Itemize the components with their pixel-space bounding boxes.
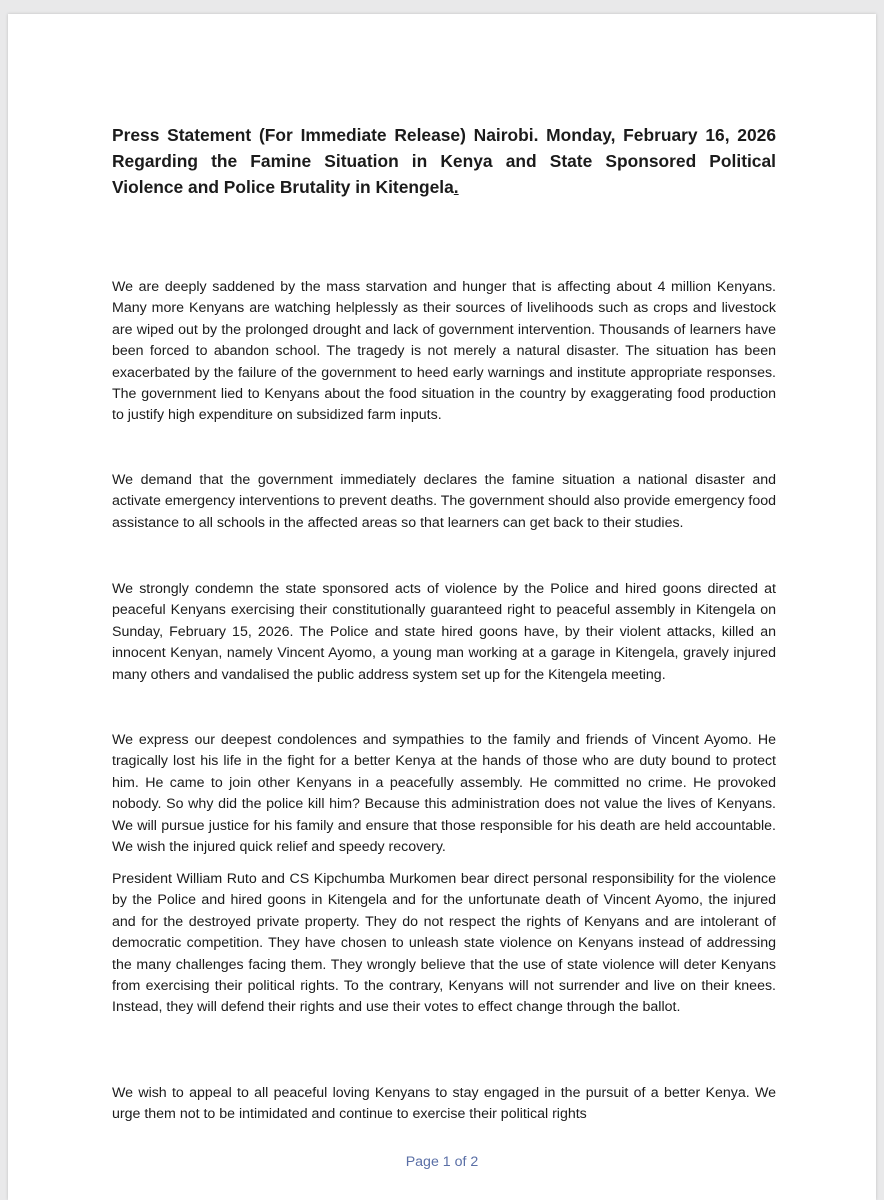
title-line-1: Press Statement (For Immediate Release) Nairobi. Monday, February 16, 2026 [112, 125, 776, 145]
page-indicator: Page 1 of 2 [405, 1154, 479, 1170]
paragraph-responsibility: President William Ruto and CS Kipchumba Murkomen bear direct personal responsibility for the violence by the Police and hired goons in Kitengela and for the unfortunate death of Vincent Ayomo, the injured and for the destroyed private property. They do not respect the rights of Kenyans and are intolerant of democratic competition. They have chosen to unleash state violence on Kenyans instead of addressing the many challenges facing them. They wrongly believe that the use of state violence will deter Kenyans from exercising their political rights. To the contrary, Kenyans will not surrender and live on their knees. Instead, they will defend their rights and use their votes to effect change through the ballot. [112, 871, 776, 1016]
press-statement-title [112, 122, 776, 200]
paragraph-condemn-violence: We strongly condemn the state sponsored acts of violence by the Police and hired goons directed at peaceful Kenyans exercising their constitutionally guaranteed right to peaceful assembly in Kitengela on Sunday, February 15, 2026. The Police and state hired goons have, by their violent attacks, killed an innocent Kenyan, namely Vincent Ayomo, a young man working at a garage in Kitengela, gravely injured many others and vandalised the public address system set up for the Kitengela meeting. [112, 581, 776, 683]
paragraph-famine: We are deeply saddened by the mass starvation and hunger that is affecting about 4 million Kenyans. Many more Kenyans are watching helplessly as their sources of livelihoods such as crops and livestock are wiped out by the prolonged drought and lack of government intervention. Thousands of learners have been forced to abandon school. The tragedy is not merely a natural disaster. The situation has been exacerbated by the failure of the government to heed early warnings and institute appropriate responses. The government lied to Kenyans about the food situation in the country by exaggerating food production to justify high expenditure on subsidized farm inputs. [112, 279, 776, 424]
paragraph-demand: We demand that the government immediately declares the famine situation a national disaster and activate emergency interventions to prevent deaths. The government should also provide emergency food assistance to all schools in the affected areas so that learners can get back to their studies. [112, 472, 776, 531]
title-end-mark: . [453, 177, 459, 197]
title-line-3 [112, 174, 776, 200]
document-page [8, 14, 876, 1200]
paragraph-condolences: We express our deepest condolences and sympathies to the family and friends of Vincent Ayomo. He tragically lost his life in the fight for a better Kenya at the hands of those who are duty bound to protect him. He came to join other Kenyans in a peacefully assembly. He committed no crime. He provoked nobody. So why did the police kill him? Because this administration does not value the lives of Kenyans. We will pursue justice for his family and ensure that those responsible for his death are held accountable. We wish the injured quick relief and speedy recovery. [112, 732, 776, 856]
title-line-3-text: Violence and Police Brutality in Kitengela [112, 177, 454, 197]
paragraph-appeal: We wish to appeal to all peaceful loving Kenyans to stay engaged in the pursuit of a better Kenya. We urge them not to be intimidated and continue to exercise their political rights [112, 1085, 776, 1123]
title-line-2: Regarding the Famine Situation in Kenya and State Sponsored Political [112, 151, 776, 171]
